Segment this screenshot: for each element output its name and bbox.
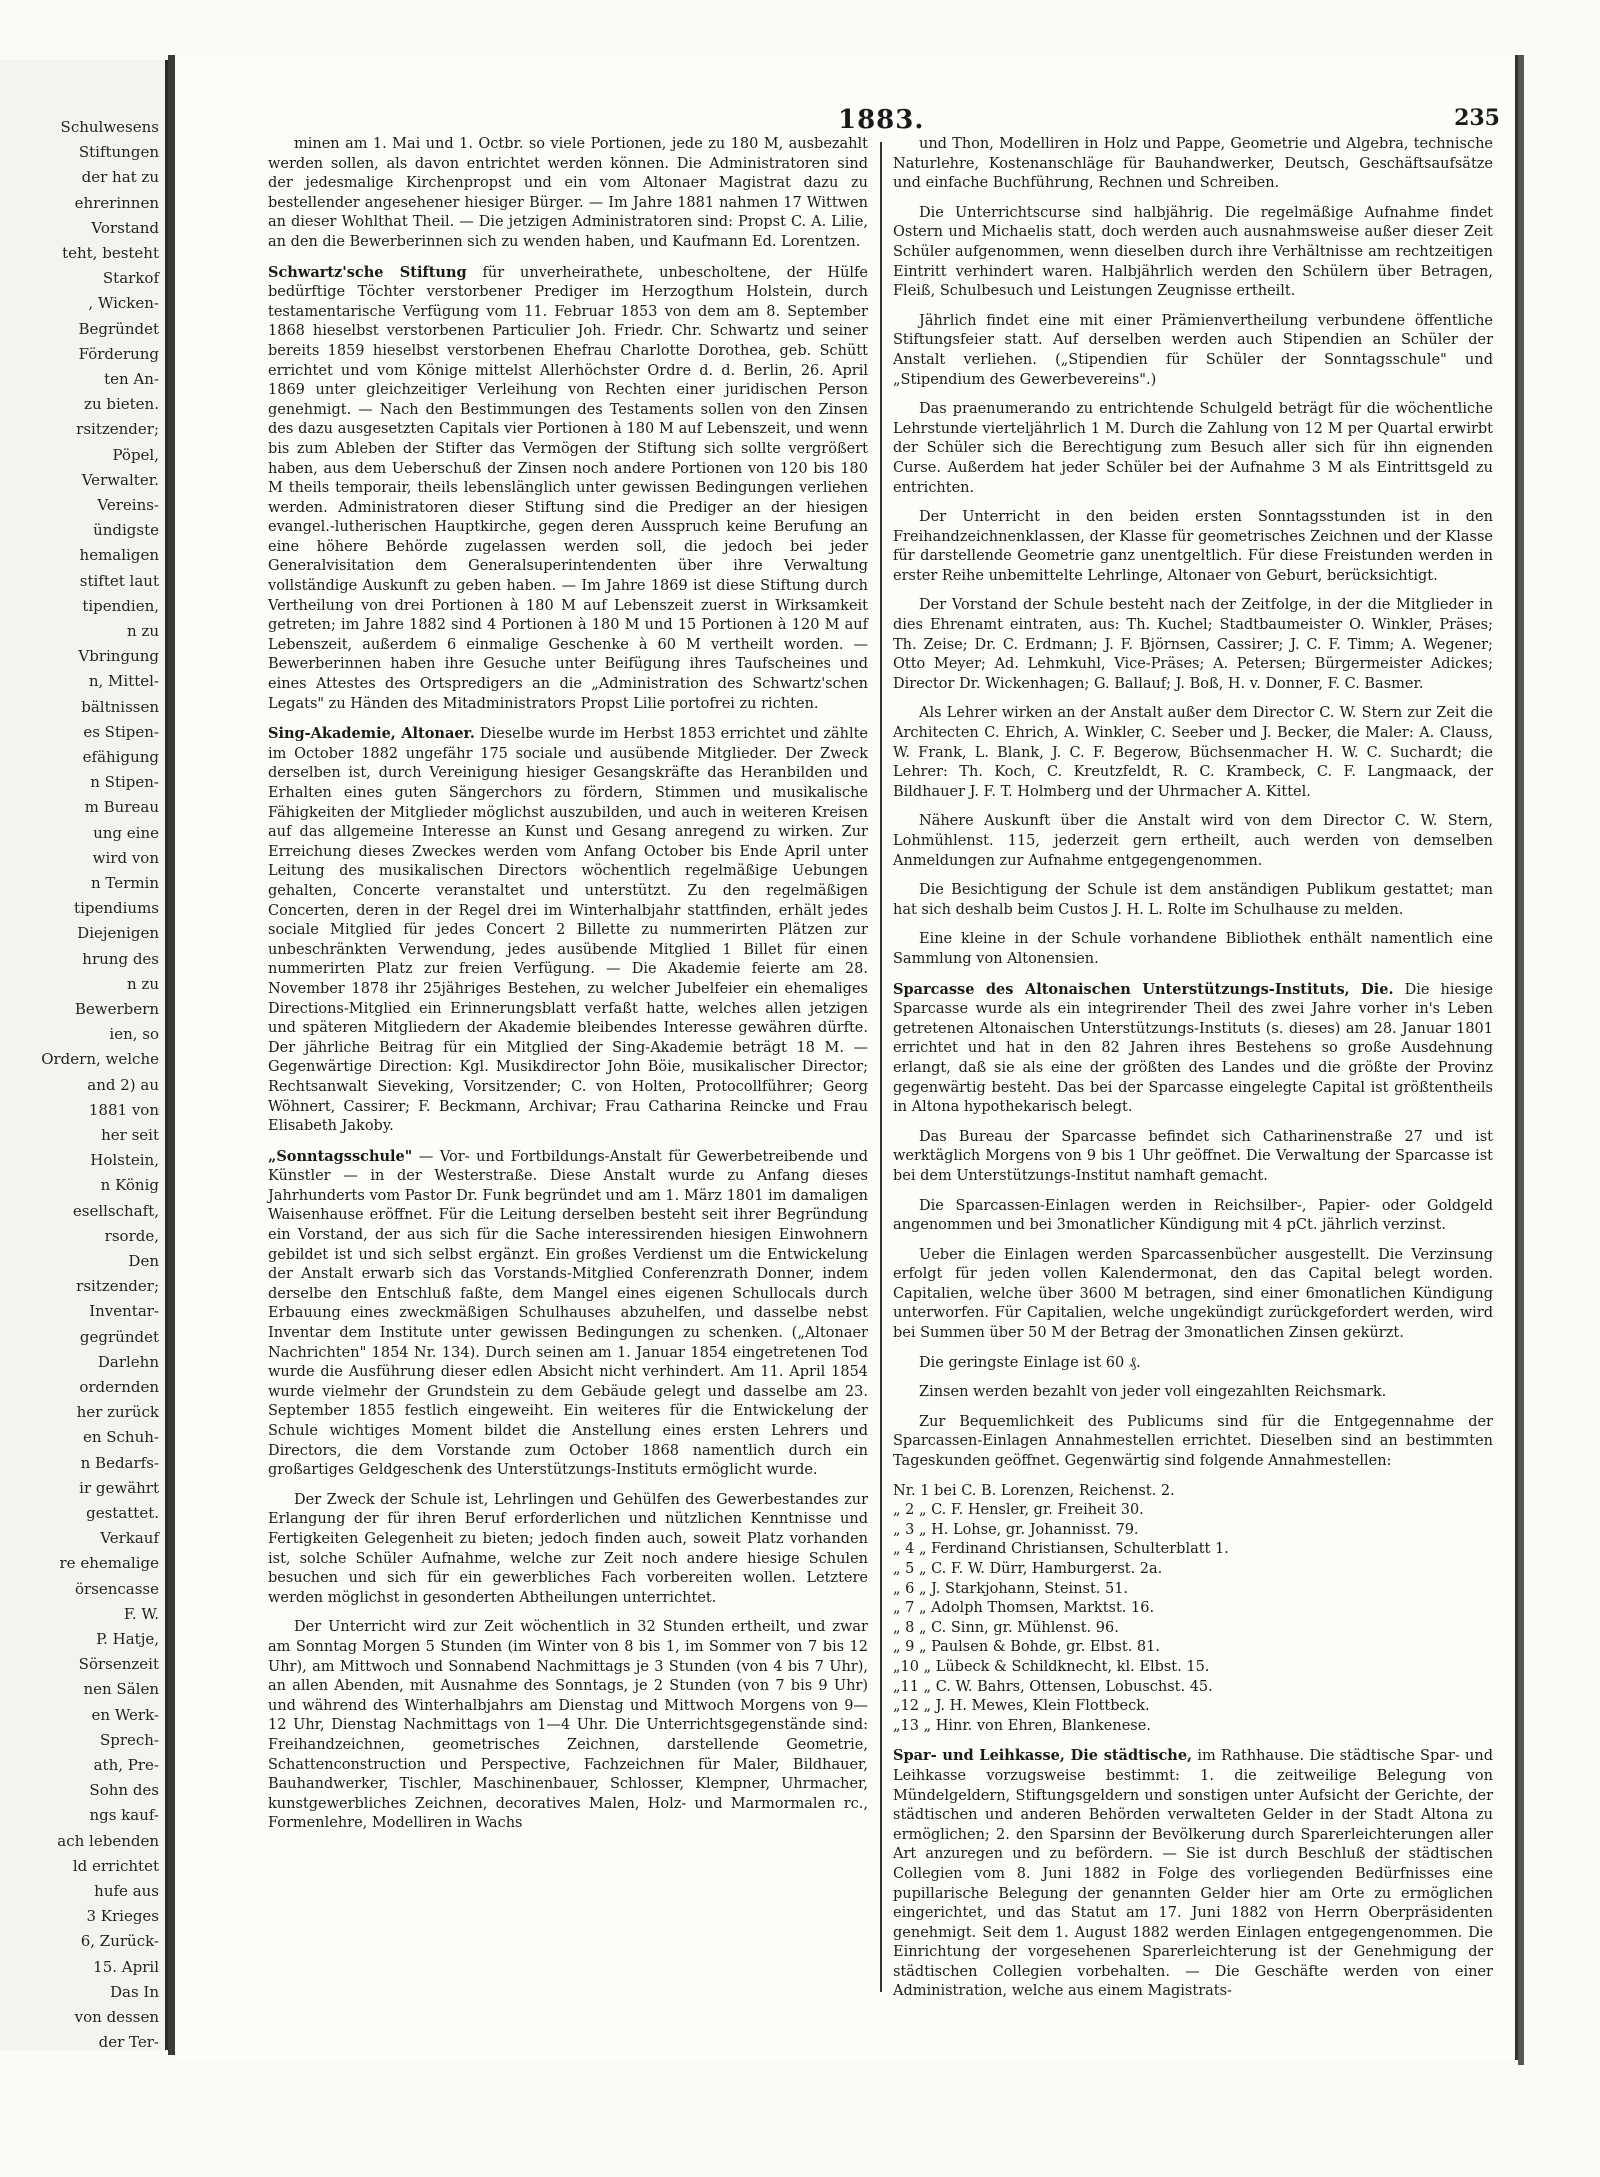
entry-paragraph xyxy=(893,980,1493,1118)
entry-paragraph xyxy=(893,1128,1493,1187)
margin-fragment: gestattet. xyxy=(86,1504,159,1522)
margin-fragment: and 2) au xyxy=(87,1075,159,1094)
entry-paragraph xyxy=(268,1147,868,1481)
entry-text: — Vor- und Fortbildungs-Anstalt für Gewerbetreibende und Künstler — in der Westerstraße. Diese Anstalt wurde zu Anfang dieses Jahrhunderts vom Pastor Dr. Funk begründet und am 1. März 1801 im damaligen Waisenhause eröffnet. Für die Leitung derselben besteht seit ihrer Begründung ein Vorstand, der aus sich für die Sache interessirenden hiesigen Einwohnern gebildet ist und sich selbst ergänzt. Ein großes Verdienst um die Entwickelung der Anstalt erwarb sich das Vorstands-Mitglied Conferenzrath Donner, indem derselbe den Entschluß faßte, dem Mangel eines eigenen Schullocals durch Erbauung eines zweckmäßigen Schulhauses abzuhelfen, und dasselbe nebst Inventar dem Institute unter gewissen Bedingungen zu schenken. („Altonaer Nachrichten" 1854 Nr. 134). Durch seinen am 1. Januar 1854 eingetretenen Tod wurde die Ausführung dieser edlen Absicht nicht verhindert. Am 11. April 1854 wurde vielmehr der Grundstein zu dem Gebäude gelegt und dasselbe am 23. September 1855 festlich eingeweiht. Ein weiteres für die Entwickelung der Schule wichtiges Moment bildet die Anstellung eines ersten Lehrers und Directors, die dem Vorstande zum October 1868 namentlich durch ein großartiges Geldgeschenk des Unterstützungs-Instituts ermöglicht wurde. xyxy=(268,1148,868,1479)
margin-fragment: der hat zu xyxy=(81,168,159,187)
annahmestelle-item: „ 9 „ Paulsen & Bohde, gr. Elbst. 81. xyxy=(893,1639,1160,1656)
entry-text: und Thon, Modelliren in Holz und Pappe, Geometrie und Algebra, technische Naturlehre, Kostenanschläge für Bauhandwerker, Deutsch, Geschäftsaufsätze und einfache Buchführung, Rechnen und Schreiben. xyxy=(893,136,1493,192)
entry-heading: Sing-Akademie, Altonaer. xyxy=(268,725,475,743)
margin-fragment: hrung des xyxy=(82,949,159,968)
entry-paragraph xyxy=(893,1246,1493,1344)
margin-fragment: n Termin xyxy=(91,874,159,892)
entry-text: Das Bureau der Sparcasse befindet sich Catharinenstraße 27 und ist werktäglich Morgens von 9 bis 1 Uhr geöffnet. Die Verwaltung der Sparcasse ist bei dem Unterstützungs-Institut namhaft gemacht. xyxy=(893,1128,1493,1184)
entry-paragraph xyxy=(268,1618,868,1834)
margin-fragment: n König xyxy=(100,1176,159,1195)
margin-fragment: Begründet xyxy=(78,319,159,338)
entry-paragraph xyxy=(893,881,1493,920)
entry-text: im Rathhause. Die städtische Spar- und Leihkasse vorzugsweise bestimmt: 1. die zeitweilige Belegung von Mündelgeldern, Stiftungsgeldern und sonstigen unter Aufsicht der Gerichte, der städtischen und anderen Behörden verwalteten Gelder in der Stadt Altona zu ermöglichen; 2. den Sparsinn der Bevölkerung durch Sparerleichterungen aller Art anzuregen und zu befördern. — Sie ist durch Beschluß der städtischen Collegien vom 8. Juni 1882 in Folge des vorliegenden Bedürfnisses eine pupillarische Belegung der genannten Gelder hier am Orte zu ermöglichen eingerichtet, und das Statut am 17. Juni 1882 von Herrn Oberpräsidenten genehmigt. Seit dem 1. August 1882 werden Einlagen entgegengenommen. Die Einrichtung der vorgesehenen Sparerleichterung ist der Genehmigung der städtischen Collegien vorbehalten. — Die Geschäfte werden von einer Administration, welche aus einem Magistrats- xyxy=(893,1748,1493,2000)
margin-fragment: Förderung xyxy=(78,344,159,363)
entry-heading: Schwartz'sche Stiftung xyxy=(268,263,467,281)
margin-fragment: Sprech- xyxy=(99,1730,159,1749)
margin-fragment: n Stipen- xyxy=(90,773,159,792)
entry-paragraph xyxy=(893,930,1493,969)
entry-text: Nähere Auskunft über die Anstalt wird von dem Director C. W. Stern, Lohmühlenst. 115, jederzeit gern ertheilt, auch werden von demselben Anmeldungen zur Aufnahme entgegengenommen. xyxy=(893,813,1493,869)
entry-text: Eine kleine in der Schule vorhandene Bibliothek enthält namentlich eine Sammlung von Altonensien. xyxy=(893,931,1493,967)
entry-paragraph xyxy=(893,400,1493,498)
entry-text: für unverheirathete, unbescholtene, der Hülfe bedürftige Töchter verstorbener Prediger im Herzogthum Holstein, durch testamentarische Verfügung vom 11. Februar 1853 von dem am 8. September 1868 hieselbst verstorbenen Particulier Joh. Friedr. Chr. Schwartz und seiner bereits 1859 hieselbst verstorbenen Ehefrau Charlotte Dorothea, geb. Schütt errichtet und vom Könige mittelst Allerhöchster Ordre d. d. Berlin, 26. April 1869 unter gleichzeitiger Verleihung von Rechten einer juridischen Person genehmigt. — Nach den Bestimmungen des Testaments sollen von den Zinsen des dazu ausgesetzten Capitals vier Portionen à 180 M auf Lebenszeit, und wenn bis zum Ableben der Stifter das Vermögen der Stiftung sich sollte vergrößert haben, aus dem Ueberschuß der Zinsen noch andere Portionen von 120 bis 180 M theils temporair, theils lebenslänglich unter gewissen Bedingungen verliehen werden. Administratoren dieser Stiftung sind die Prediger an der hiesigen evangel.-lutherischen Hauptkirche, gegen deren Ausspruch keine Berufung an eine höhere Behörde zugelassen werden soll, die jedoch bei jeder Generalvisitation dem Generalsuperintendenten über ihre Verwaltung vollständige Auskunft zu geben haben. — Im Jahre 1869 ist diese Stiftung durch Vertheilung von drei Portionen à 180 M auf Lebenszeit zuerst in Wirksamkeit getreten; im Jahre 1882 sind 4 Portionen à 180 M und 15 Portionen à 120 M auf Lebenszeit, außerdem 6 einmalige Geschenke à 60 M vertheilt worden. — Bewerberinnen haben ihre Gesuche unter Beifügung ihres Taufscheines und eines Attestes des Ortspredigers an die „Administration des Schwartz'schen Legats" zu Händen des Mitadministrators Propst Lilie portofrei zu richten. xyxy=(268,264,868,712)
annahmestelle-item: „10 „ Lübeck & Schildknecht, kl. Elbst. 15. xyxy=(893,1658,1210,1675)
page-edge xyxy=(1518,55,1524,2065)
margin-fragment: ten An- xyxy=(104,370,159,388)
entry-text: Der Zweck der Schule ist, Lehrlingen und Gehülfen des Gewerbestandes zur Erlangung der für ihren Beruf erforderlichen und nützlichen Kenntnisse und Fertigkeiten Gelegenheit zu bieten; jedoch finden auch, soweit Platz vorhanden ist, solche Schüler Aufnahme, welche zur Zeit noch andere hiesige Schulen besuchen und sich für ein gewerbliches Fach vorbereiten wollen. Letztere werden möglichst in gesonderten Abtheilungen unterrichtet. xyxy=(268,1491,868,1606)
margin-fragment: tipendien, xyxy=(82,596,159,615)
entry-paragraph xyxy=(893,596,1493,694)
entry-paragraph xyxy=(893,1413,1493,1472)
annahmestelle-item: „13 „ Hinr. von Ehren, Blankenese. xyxy=(893,1717,1151,1734)
margin-fragment: Holstein, xyxy=(90,1151,159,1170)
entry-paragraph xyxy=(893,1354,1493,1374)
margin-fragment: ündigste xyxy=(93,521,159,540)
margin-fragment: ehrerinnen xyxy=(74,193,159,212)
entry-text: Der Unterricht in den beiden ersten Sonntagsstunden ist in den Freihandzeichnenklassen, der Klasse für geometrisches Zeichnen und der Klasse für darstellende Geometrie ganz unentgeltlich. Für diese Freistunden werden in erster Reihe unbemittelte Lehrlinge, Altonaer von Geburt, berücksichtigt. xyxy=(893,509,1493,584)
entry-text: Der Vorstand der Schule besteht nach der Zeitfolge, in der die Mitglieder in dies Ehrenamt eintraten, aus: Th. Kuchel; Stadtbaumeister O. Winkler, Präses; Th. Zeise; Dr. C. Erdmann; J. F. Björnsen, Cassirer; J. C. F. Timm; A. Wegener; Otto Meyer; Ad. Lehmkuhl, Vice-Präses; A. Petersen; Bürgermeister Adickes; Director Dr. Wickenhagen; G. Ballauf; J. Boß, H. v. Donner, F. C. Basmer. xyxy=(893,597,1493,692)
margin-fragment: , Wicken- xyxy=(88,294,159,313)
margin-fragment: ld errichtet xyxy=(72,1856,159,1875)
margin-fragment: örsencasse xyxy=(74,1579,159,1598)
entry-paragraph xyxy=(893,204,1493,302)
entry-paragraph xyxy=(268,1491,868,1609)
margin-fragment: der Ter- xyxy=(98,2033,159,2050)
margin-fragment: Das In xyxy=(109,1982,159,2001)
margin-fragment: n Bedarfs- xyxy=(80,1453,159,1472)
page-gutter xyxy=(168,55,175,2055)
annahmestelle-item: „ 5 „ C. F. W. Dürr, Hamburgerst. 2a. xyxy=(893,1561,1163,1577)
margin-fragment: m Bureau xyxy=(84,798,159,817)
entry-text: Dieselbe wurde im Herbst 1853 errichtet und zählte im October 1882 ungefähr 175 sociale und ausübende Mitglieder. Der Zweck derselben ist, durch Vereinigung hiesiger Gesangskräfte das Heranbilden und Erhalten eines guten Sängerchors zu fördern, Stimmen und musikalische Fähigkeiten der Mitglieder möglichst auszubilden, und auch in weiteren Kreisen auf das allgemeine Interesse an Kunst und Gesang anregend zu wirken. Zur Erreichung dieses Zweckes werden vom Anfang October bis Ende April unter Leitung des musikalischen Directors wöchentlich regelmäßige Uebungen gehalten, Concerte veranstaltet und unterstützt. Zu den regelmäßigen Concerten, deren in der Regel drei im Winterhalbjahr stattfinden, erhält jedes sociale Mitglied für jedes Concert 2 Billette zu nummerirten Plätzen zur unbeschränkten Verwendung, jedes ausübende Mitglied 1 Billet für einen nummerirten Platz zur freien Verfügung. — Die Akademie feierte am 28. November 1878 ihr 25jähriges Bestehen, zu welcher Jubelfeier ein ehemaliges Directions-Mitglied ein Erinnerungsblatt verfaßt hatte, welches allen jetzigen und späteren Mitgliedern der Akademie bleibendes Interesse gewähren dürfte. Der jährliche Beitrag für ein Mitglied der Sing-Akademie beträgt 18 M. — Gegenwärtige Direction: Kgl. Musikdirector John Böie, musikalischer Director; Rechtsanwalt Sieveking, Vorsitzender; C. von Holten, Protocollführer; Georg Wöhnert, Cassirer; F. Beckmann, Archivar; Frau Catharina Reincke und Frau Elisabeth Jakoby. xyxy=(268,726,868,1135)
entry-text: Die Besichtigung der Schule ist dem anständigen Publikum gestattet; man hat sich deshalb beim Custos J. H. L. Rolte im Schulhause zu melden. xyxy=(893,882,1493,918)
margin-fragment: wird von xyxy=(92,848,159,867)
margin-fragment: gegründet xyxy=(79,1327,159,1346)
margin-fragment: Ordern, welche xyxy=(41,1050,159,1069)
entry-paragraph xyxy=(893,1746,1493,2002)
entry-paragraph xyxy=(893,135,1493,194)
previous-page-fragment xyxy=(0,60,169,2050)
entry-paragraph xyxy=(893,508,1493,586)
margin-fragment: F. W. xyxy=(123,1604,159,1623)
entry-text: Die geringste Einlage ist 60 ₰. xyxy=(919,1354,1141,1371)
margin-fragment: n zu xyxy=(127,622,159,640)
margin-fragment: tipendiums xyxy=(74,899,159,918)
entry-heading: Spar- und Leihkasse, Die städtische, xyxy=(893,1747,1193,1765)
margin-fragment: ordernden xyxy=(79,1378,159,1396)
entry-paragraph xyxy=(893,812,1493,871)
margin-fragment: Darlehn xyxy=(97,1352,159,1371)
entry-heading: „Sonntagsschule" xyxy=(268,1147,413,1165)
annahmestelle-item: Nr. 1 bei C. B. Lorenzen, Reichenst. 2. xyxy=(893,1482,1175,1499)
annahmestelle-item: „ 8 „ C. Sinn, gr. Mühlenst. 96. xyxy=(893,1619,1119,1636)
margin-fragment: Sohn des xyxy=(89,1781,159,1800)
margin-fragment: 6, Zurück- xyxy=(80,1932,159,1951)
annahmestelle-item: „ 7 „ Adolph Thomsen, Marktst. 16. xyxy=(893,1600,1155,1617)
margin-fragment: re ehemalige xyxy=(59,1554,159,1573)
entry-text: Zinsen werden bezahlt von jeder voll eingezahlten Reichsmark. xyxy=(919,1384,1387,1401)
margin-fragment: rsitzender; xyxy=(76,420,159,439)
margin-fragment: ath, Pre- xyxy=(93,1756,159,1774)
margin-fragment: Bewerbern xyxy=(74,1000,159,1018)
column-rule xyxy=(880,142,882,1992)
annahmestelle-item: „ 3 „ H. Lohse, gr. Johannisst. 79. xyxy=(893,1521,1139,1538)
annahmestelle-item: „ 4 „ Ferdinand Christiansen, Schulterblatt 1. xyxy=(893,1541,1229,1558)
margin-fragment: Verkauf xyxy=(100,1529,159,1548)
annahmestellen-list xyxy=(893,1482,1493,1737)
margin-fragment: Starkof xyxy=(102,269,159,288)
entry-paragraph xyxy=(893,1197,1493,1236)
margin-fragment: efähigung xyxy=(82,748,159,766)
margin-fragment: ngs kauf- xyxy=(89,1806,159,1825)
margin-fragment: hemaligen xyxy=(79,546,159,565)
margin-fragment: zu bieten. xyxy=(84,395,159,414)
annahmestelle-item: „11 „ C. W. Bahrs, Ottensen, Lobuschst. 45. xyxy=(893,1678,1213,1695)
margin-fragment: ien, so xyxy=(109,1025,159,1044)
annahmestelle-item: „ 6 „ J. Starkjohann, Steinst. 51. xyxy=(893,1580,1129,1597)
margin-fragment: von dessen xyxy=(74,2008,159,2026)
entry-paragraph xyxy=(268,724,868,1136)
margin-fragment: teht, besteht xyxy=(62,244,159,262)
entry-paragraph xyxy=(893,1383,1493,1403)
margin-fragment: Diejenigen xyxy=(77,924,159,943)
margin-fragment: es Stipen- xyxy=(83,722,159,741)
margin-fragment: 3 Krieges xyxy=(86,1907,159,1926)
margin-fragment: P. Hatje, xyxy=(96,1630,159,1648)
margin-fragment: Pöpel, xyxy=(112,445,159,464)
entry-paragraph xyxy=(893,704,1493,802)
margin-fragment: Vorstand xyxy=(91,218,159,237)
entry-paragraph xyxy=(268,263,868,715)
left-column xyxy=(268,135,868,1844)
margin-fragment: Schulwesens xyxy=(60,118,159,136)
entry-text: Zur Bequemlichkeit des Publicums sind für die Entgegennahme der Sparcassen-Einlagen Annahmestellen errichtet. Dieselben sind an bestimmten Tageskunden geöffnet. Gegenwärtig sind folgende Annahmestellen: xyxy=(893,1413,1493,1470)
margin-fragment: Stiftungen xyxy=(78,143,159,162)
margin-fragment: Inventar- xyxy=(89,1302,159,1321)
page-number: 235 xyxy=(1454,105,1500,131)
margin-fragment: her seit xyxy=(101,1126,159,1144)
margin-fragment: ung eine xyxy=(93,823,159,842)
annahmestelle-item: „ 2 „ C. F. Hensler, gr. Freiheit 30. xyxy=(893,1502,1144,1519)
margin-fragment: Vereins- xyxy=(97,496,159,514)
entry-text: Ueber die Einlagen werden Sparcassenbücher ausgestellt. Die Verzinsung erfolgt für jeden vollen Kalendermonat, den das Capital belegt worden. Capitalien, welche über 3600 M betragen, sind einer 6monatlichen Kündigung unterworfen. Für Capitalien, welche ungekündigt zurückgefordert werden, wird bei Summen über 50 M der Betrag der 3monatlichen Zinsen gekürzt. xyxy=(893,1246,1493,1342)
entry-text: Als Lehrer wirken an der Anstalt außer dem Director C. W. Stern zur Zeit die Architecten C. Ehrich, A. Winkler, C. Seeber und J. Becker, die Maler: A. Clauss, W. Frank, L. Blank, J. C. F. Begerow, Büchsenmacher H. W. C. Suchardt; die Lehrer: Th. Koch, C. Kreutzfeldt, R. C. Krambeck, C. F. Langmaack, der Bildhauer J. F. T. Holmberg und der Uhrmacher A. Kittel. xyxy=(893,705,1493,800)
entry-text: Die Unterrichtscurse sind halbjährig. Die regelmäßige Aufnahme findet Ostern und Michaelis statt, doch werden auch ausnahmsweise außer dieser Zeit Schüler aufgenommen, wenn dieselben durch ihre Verhältnisse am rechtzeitigen Eintritt verhindert waren. Halbjährlich werden den Schülern über Betragen, Fleiß, Schulbesuch und Leistungen Zeugnisse ertheilt. xyxy=(893,204,1493,300)
running-head-year: 1883. xyxy=(838,105,925,135)
margin-fragment: 1881 von xyxy=(88,1100,159,1119)
margin-fragment: en Schuh- xyxy=(82,1428,159,1447)
margin-fragment: Sörsenzeit xyxy=(78,1655,159,1674)
margin-fragment: ach lebenden xyxy=(57,1831,159,1850)
entry-text: Das praenumerando zu entrichtende Schulgeld beträgt für die wöchentliche Lehrstunde vierteljährlich 1 M. Durch die Zahlung von 12 M per Quartal erwirbt der Schüler sich die Berechtigung zum Besuch aller sich für ihn eignenden Curse. Außerdem hat jeder Schüler bei der Aufnahme 3 M als Eintrittsgeld zu entrichten. xyxy=(893,401,1493,496)
margin-fragment: esellschaft, xyxy=(72,1201,159,1220)
entry-text: Der Unterricht wird zur Zeit wöchentlich in 32 Stunden ertheilt, und zwar am Sonntag Morgen 5 Stunden (im Winter von 8 bis 1, im Sommer von 7 bis 12 Uhr), am Mittwoch und Sonnabend Nachmittags je 3 Stunden (von 4 bis 7 Uhr), an allen Abenden, mit Ausnahme des Sonntags, je 2 Stunden (von 7 bis 9 Uhr) und während des Winterhalbjahrs am Dienstag und Mittwoch Morgens von 9—12 Uhr, Dienstag Nachmittags von 1—4 Uhr. Die Unterrichtsgegenstände sind: Freihandzeichnen, geometrisches Zeichnen, darstellende Geometrie, Schattenconstruction und Perspective, Fachzeichnen für Maler, Bildhauer, Bauhandwerker, Tischler, Maschinenbauer, Schlosser, Klempner, Uhrmacher, kunstgewerbliches Zeichnen, decoratives Malen, Holz- und Marmormalen rc., Formenlehre, Modelliren in Wachs xyxy=(268,1619,868,1832)
margin-fragment: her zurück xyxy=(76,1403,159,1422)
entry-paragraph xyxy=(893,312,1493,390)
entry-text: Die Sparcassen-Einlagen werden in Reichsilber-, Papier- oder Goldgeld angenommen und bei 3monatlicher Kündigung mit 4 pCt. jährlich verzinst. xyxy=(893,1197,1493,1234)
margin-fragment: stiftet laut xyxy=(79,571,159,590)
margin-fragment: en Werk- xyxy=(91,1705,159,1724)
margin-fragment: ir gewährt xyxy=(79,1478,159,1497)
margin-fragment: Verwalter. xyxy=(81,470,159,489)
margin-fragment: 15. April xyxy=(93,1957,159,1976)
annahmestelle-item: „12 „ J. H. Mewes, Klein Flottbeck. xyxy=(893,1698,1150,1715)
margin-fragment: Vbringung xyxy=(78,647,159,666)
margin-fragment: n zu xyxy=(127,974,159,993)
margin-fragment: nen Sälen xyxy=(83,1680,159,1699)
entry-heading: Sparcasse des Altonaischen Unterstützungs-Instituts, Die. xyxy=(893,980,1394,998)
entry-text: Jährlich findet eine mit einer Prämienvertheilung verbundene öffentliche Stiftungsfeier statt. Auf derselben werden auch Stipendien an Schüler der Anstalt verliehen. („Stipendien für Schüler der Sonntagsschule" und „Stipendium des Gewerbevereins".) xyxy=(893,312,1493,388)
margin-fragment: rsorde, xyxy=(104,1226,159,1245)
margin-fragment: rsitzender; xyxy=(76,1277,159,1296)
margin-fragment: Den xyxy=(128,1252,159,1270)
entry-paragraph xyxy=(268,135,868,253)
margin-fragment: n, Mittel- xyxy=(88,672,159,691)
margin-fragment: bältnissen xyxy=(81,697,159,716)
margin-fragment: hufe aus xyxy=(94,1882,159,1900)
entry-text: Die hiesige Sparcasse wurde als ein integrirender Theil des zwei Jahre vorher in's Leben getretenen Altonaischen Unterstützungs-Instituts (s. dieses) am 28. Januar 1801 errichtet und hat in den 82 Jahren ihres Bestehens so große Ausdehnung erlangt, daß sie als eine der größten des Landes und die größte der Provinz gegenwärtig besteht. Das bei der Sparcasse eingelegte Capital ist größtentheils in Altona hypothekarisch belegt. xyxy=(893,981,1493,1116)
entry-text: minen am 1. Mai und 1. Octbr. so viele Portionen, jede zu 180 M, ausbezahlt werden sollen, als davon entrichtet werden können. Die Administratoren sind der jedesmalige Kirchenpropst und ein vom Altonaer Magistrat dazu zu bestellender angesehener hiesiger Bürger. — Im Jahre 1881 nahmen 17 Wittwen an dieser Wohlthat Theil. — Die jetzigen Administratoren sind: Propst C. A. Lilie, an den die Bewerberinnen sich zu wenden haben, und Kaufmann Ed. Lorentzen. xyxy=(268,136,868,250)
right-column xyxy=(893,135,1493,2012)
